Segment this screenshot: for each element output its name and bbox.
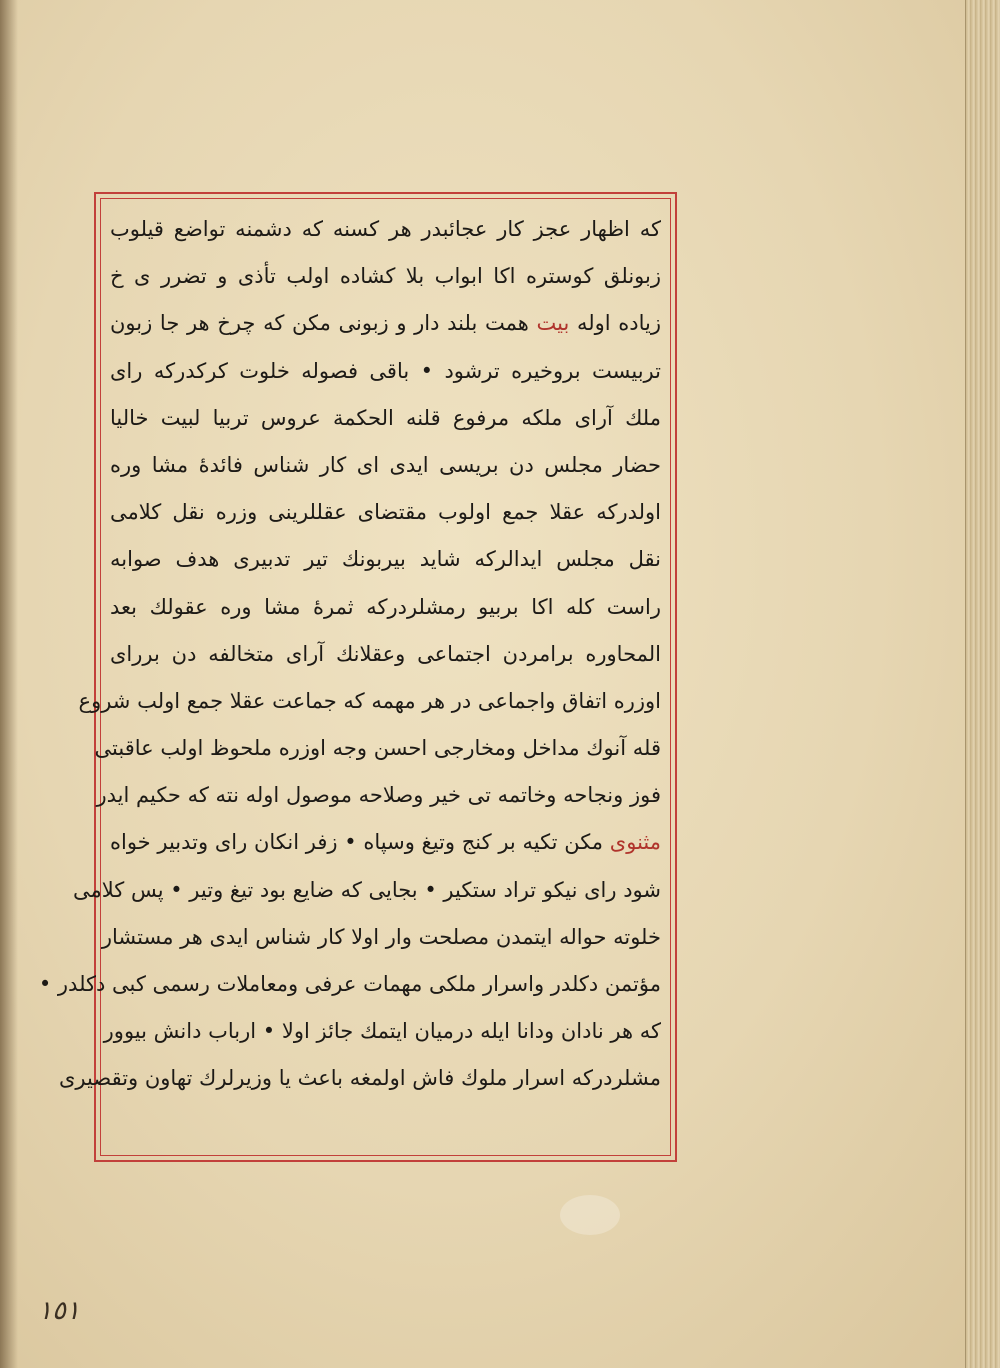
folio-number: ١٥١ xyxy=(38,1296,80,1326)
text-line: كه اظهار عجز كار عجائبدر هر كسنه كه دشمنه تواضع قيلوب xyxy=(110,217,661,241)
text-line: قله آنوك مداخل ومخارجى احسن وجه اوزره ملحوظ اولب عاقبتى xyxy=(94,736,661,761)
text-line: كه هر نادان ودانا ايله درميان ايتمك جائز اولا • ارباب دانش بيوور xyxy=(103,1019,661,1044)
line-text: زياده اوله xyxy=(576,311,662,336)
text-block xyxy=(38,206,662,1150)
rubric-heading: مثنوى xyxy=(609,830,661,855)
text-line: راست كله اكا بربيو رمشلردركه ثمرهٔ مشا وره عقولك بعد xyxy=(110,594,661,619)
line-text-continued: همت بلند دار و زبونى مكن كه چرخ هر جا زبون xyxy=(110,311,529,336)
page-edges xyxy=(965,0,1000,1368)
text-line: المحاوره برامردن اجتماعى وعقلانك آراى متخالفه دن برراى xyxy=(110,641,661,666)
gutter-shadow xyxy=(0,0,18,1368)
text-line: مشلردركه اسرار ملوك فاش اولمغه باعث يا وزيرلرك تهاون وتقصيرى xyxy=(59,1066,661,1091)
text-line: مؤتمن دكلدر واسرار ملكى مهمات عرفى ومعاملات رسمى كبى دكلدر • xyxy=(38,972,661,996)
text-line: فوز ونجاحه وخاتمه تى خير وصلاحه موصول اوله نته كه حكيم ايدر xyxy=(96,783,661,808)
text-line: ملك آراى ملكه مرفوع قلنه الحكمة عروس تربيا لبيت خاليا xyxy=(110,405,661,430)
rubric-heading: بيت xyxy=(536,311,570,336)
text-line: حضار مجلس دن بريسى ايدى اى كار شناس فائدهٔ مشا وره xyxy=(110,452,661,477)
line-text-continued: مكن تكيه بر كنج وتيغ وسپاه • xyxy=(344,830,604,855)
text-line xyxy=(110,300,661,347)
text-line: خلوته حواله ايتمدن مصلحت وار اولا كار شناس ايدى هر مستشار xyxy=(101,924,661,949)
text-line: اولدركه عقلا جمع اولوب مقتضاى عقللرينى وزره نقل كلامى xyxy=(110,500,661,525)
text-line: زبونلق كوستره اكا ابواب بلا كشاده اولب تأذى و تضرر ى خ xyxy=(110,264,661,289)
paper-stain xyxy=(560,1195,620,1235)
text-line: تربيست بروخيره ترشود • باقى فصوله خلوت كركدركه راى xyxy=(110,358,661,383)
text-line xyxy=(110,819,661,866)
text-line: شود راى نيكو تراد ستكير • بجايى كه ضايع بود تيغ وتير • پس كلامى xyxy=(73,877,661,902)
line-text: زفر انكان راى وتدبير خواه xyxy=(110,830,338,855)
text-line: اوزره اتفاق واجماعى در هر مهمه كه جماعت عقلا جمع اولب شروع xyxy=(78,688,661,713)
text-line: نقل مجلس ايدالركه شايد بيربونك تير تدبيرى هدف صوابه xyxy=(110,547,661,572)
